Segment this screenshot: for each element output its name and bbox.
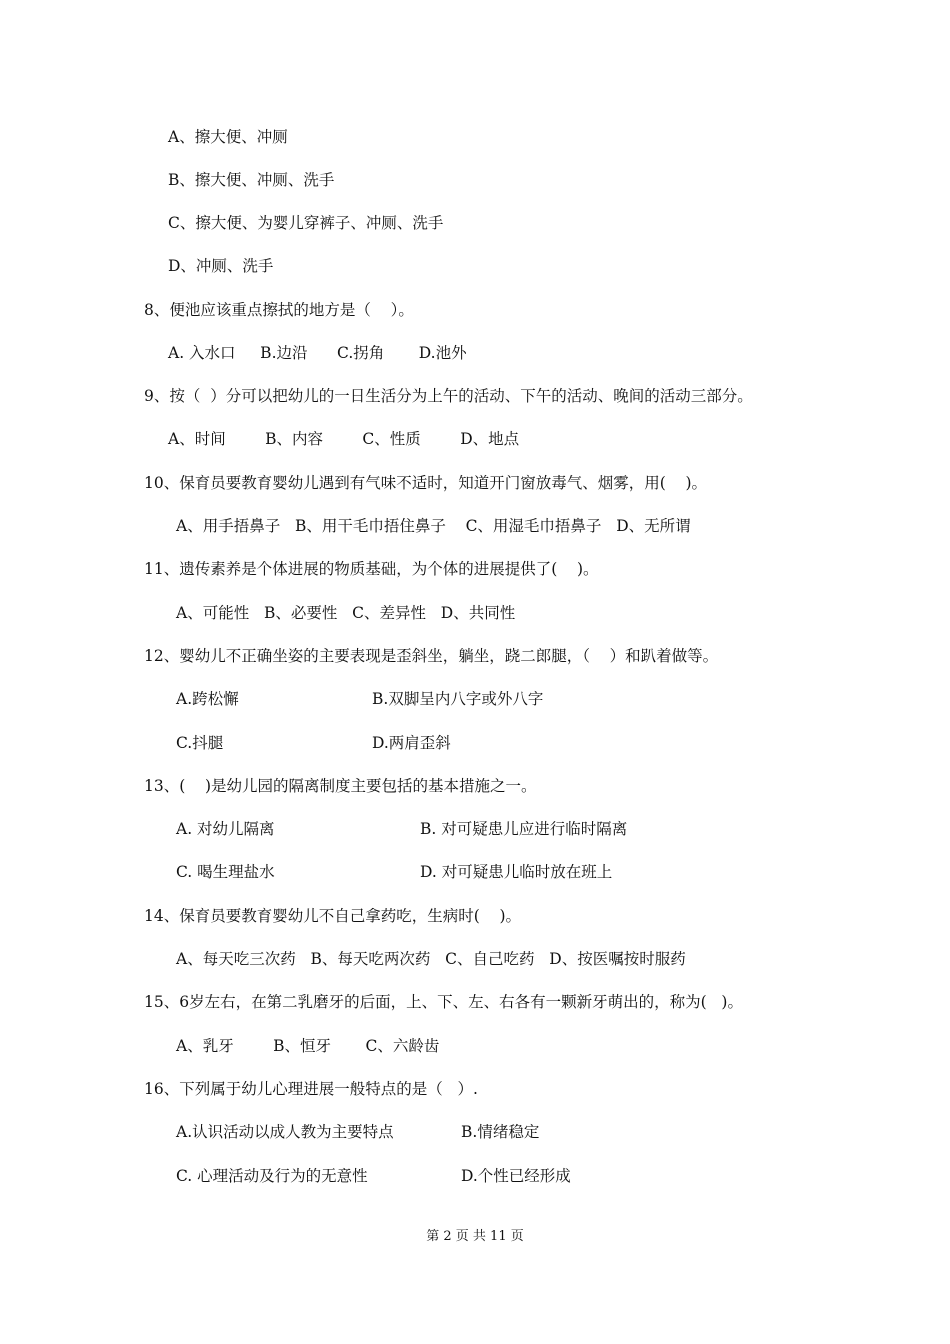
q8-stem: 8、便池应该重点擦拭的地方是（ ）。: [144, 301, 414, 319]
q16-option-c: C. 心理活动及行为的无意性: [176, 1167, 368, 1185]
q16-stem: 16、下列属于幼儿心理进展一般特点的是（ ）.: [144, 1080, 478, 1098]
q14-stem: 14、保育员要教育婴幼儿不自己拿药吃，生病时( )。: [144, 907, 522, 925]
q16-option-a: A.认识活动以成人教为主要特点: [176, 1123, 394, 1141]
q9-stem: 9、按（ ）分可以把幼儿的一日生活分为上午的活动、下午的活动、晚间的活动三部分。: [144, 387, 753, 405]
q10-stem: 10、保育员要教育婴幼儿遇到有气味不适时，知道开门窗放毒气、烟雾，用( )。: [144, 474, 708, 492]
q7-option-a: A、擦大便、冲厕: [168, 128, 288, 146]
q10-options: A、用手捂鼻子 B、用干毛巾捂住鼻子 C、用湿毛巾捂鼻子 D、无所谓: [176, 517, 691, 535]
q8-options: A. 入水口 B.边沿 C.拐角 D.池外: [168, 344, 467, 362]
q12-stem: 12、婴幼儿不正确坐姿的主要表现是歪斜坐，躺坐，跷二郎腿，（ ）和趴着做等。: [144, 647, 719, 665]
q16-option-b: B.情绪稳定: [461, 1123, 540, 1141]
q15-options: A、乳牙 B、恒牙 C、六龄齿: [176, 1037, 440, 1055]
q13-option-d: D. 对可疑患儿临时放在班上: [420, 863, 613, 881]
q7-option-c: C、擦大便、为婴儿穿裤子、冲厕、洗手: [168, 214, 444, 232]
q12-option-b: B.双脚呈内八字或外八字: [372, 690, 544, 708]
q12-option-d: D.两肩歪斜: [372, 734, 451, 752]
q9-options: A、时间 B、内容 C、性质 D、地点: [168, 430, 520, 448]
q13-stem: 13、( )是幼儿园的隔离制度主要包括的基本措施之一。: [144, 777, 537, 795]
q13-option-a: A. 对幼儿隔离: [176, 820, 275, 838]
q16-option-d: D.个性已经形成: [461, 1167, 571, 1185]
q13-option-c: C. 喝生理盐水: [176, 863, 275, 881]
q15-stem: 15、6岁左右，在第二乳磨牙的后面，上、下、左、右各有一颗新牙萌出的，称为( )。: [144, 993, 743, 1011]
q7-option-d: D、冲厕、洗手: [168, 257, 274, 275]
q12-option-c: C.抖腿: [176, 734, 224, 752]
q14-options: A、每天吃三次药 B、每天吃两次药 C、自己吃药 D、按医嘱按时服药: [176, 950, 686, 968]
q7-option-b: B、擦大便、冲厕、洗手: [168, 171, 335, 189]
page-footer: 第 2 页 共 11 页: [426, 1229, 524, 1244]
q11-options: A、可能性 B、必要性 C、差异性 D、共同性: [176, 604, 516, 622]
q13-option-b: B. 对可疑患儿应进行临时隔离: [420, 820, 628, 838]
q12-option-a: A.跨松懈: [176, 690, 239, 708]
q11-stem: 11、遗传素养是个体进展的物质基础，为个体的进展提供了( )。: [144, 560, 599, 578]
